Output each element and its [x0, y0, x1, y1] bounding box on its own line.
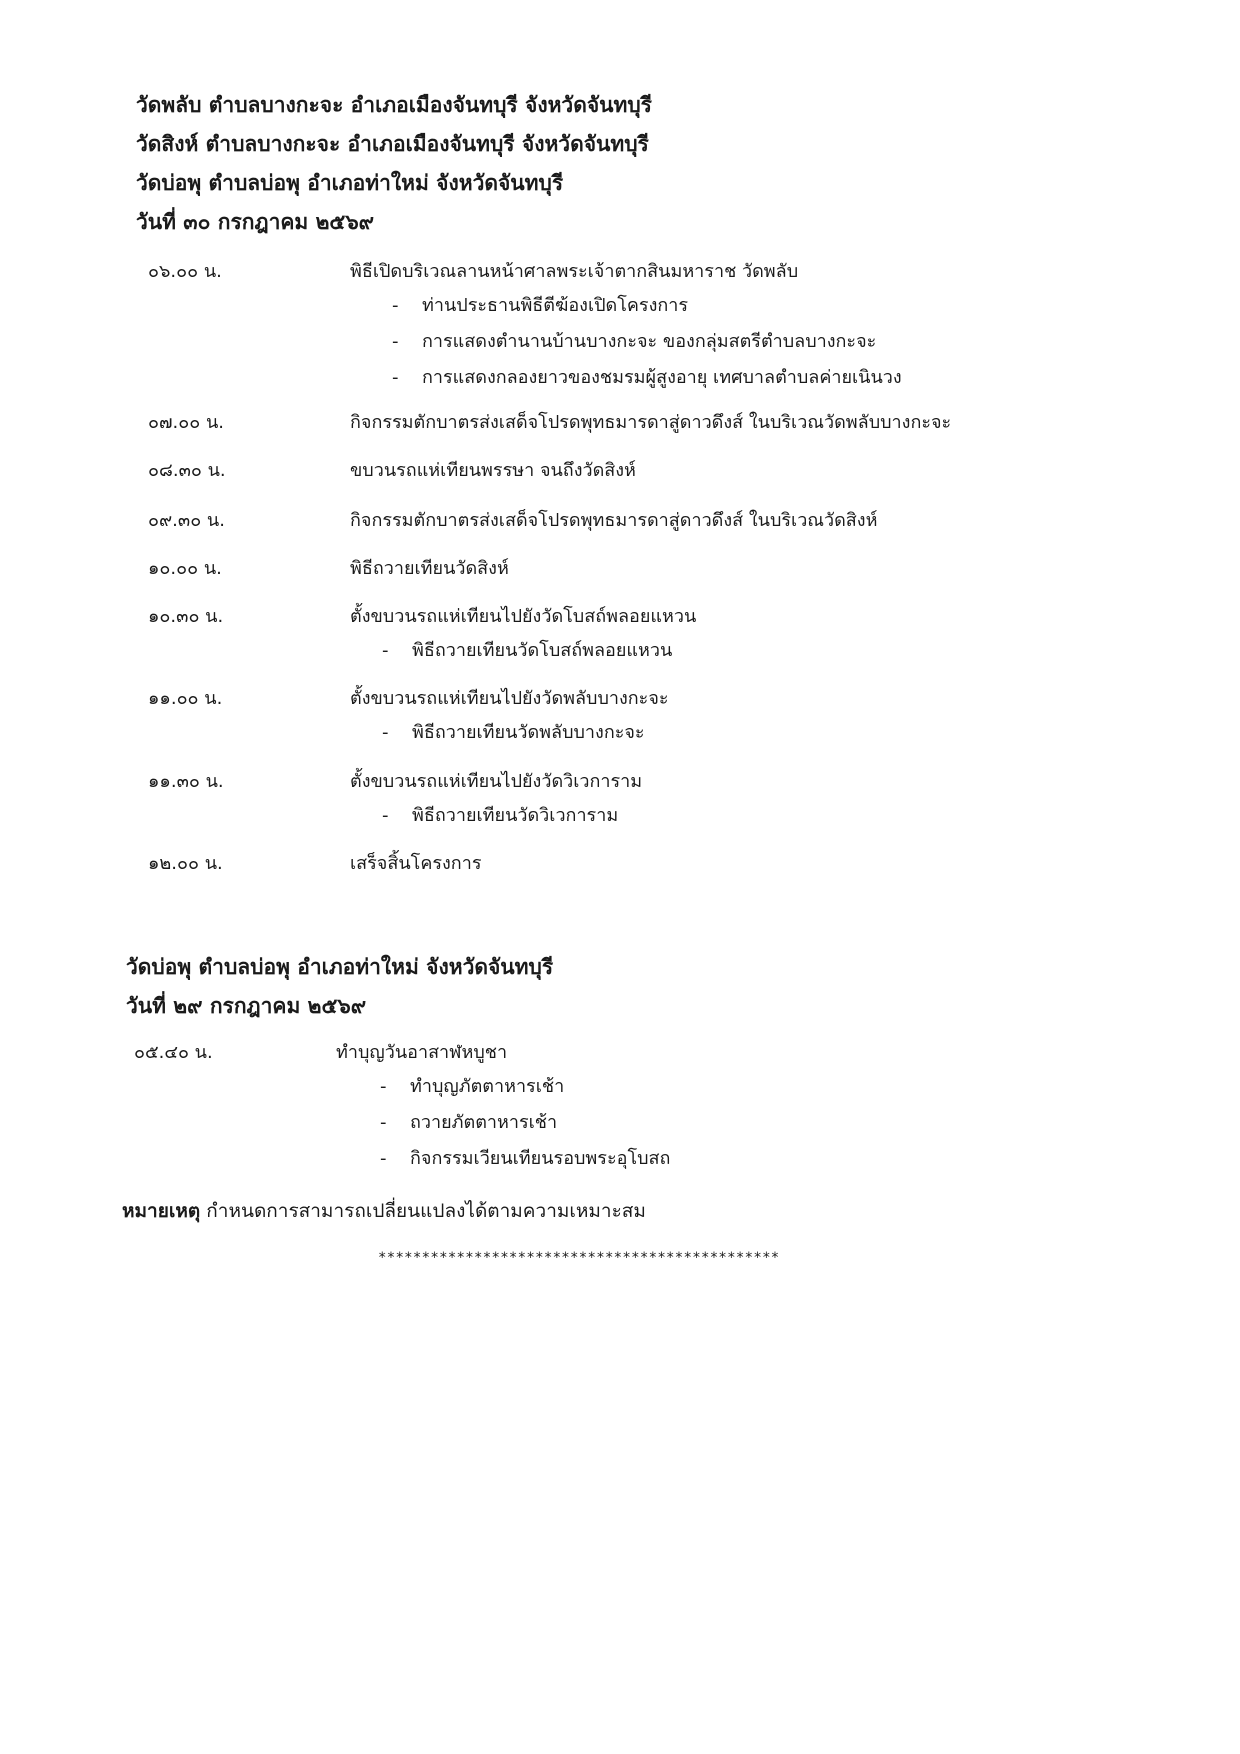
sub-item: [392, 364, 902, 400]
sub-text: ท่านประธานพิธีตีฆ้องเปิดโครงการ: [422, 295, 689, 316]
bullet: -: [380, 1112, 387, 1133]
item-description: ขบวนรถแห่เทียนพรรษา จนถึงวัดสิงห์: [350, 460, 636, 481]
section1-heading: [136, 86, 652, 242]
item-time: ๑๑.๐๐ น.: [148, 688, 223, 709]
sub-item: [382, 637, 672, 673]
heading-line: วัดบ่อพุ ตำบลบ่อพุ อำเภอท่าใหม่ จังหวัดจันทบุรี: [136, 171, 564, 195]
item-description: ทำบุญวันอาสาฬหบูชา: [336, 1042, 508, 1063]
heading-line: วัดบ่อพุ ตำบลบ่อพุ อำเภอท่าใหม่ จังหวัดจันทบุรี: [126, 955, 554, 979]
separator-line: **********************************************: [378, 1250, 780, 1266]
item-time: ๐๖.๐๐ น.: [148, 261, 222, 282]
item-time: ๐๘.๓๐ น.: [148, 460, 226, 481]
item-description: พิธีเปิดบริเวณลานหน้าศาลพระเจ้าตากสินมหาราช วัดพลับ: [350, 261, 799, 282]
sub-text: การแสดงกลองยาวของชมรมผู้สูงอายุ เทศบาลตำบลค่ายเนินวง: [422, 367, 902, 388]
sub-text: ถวายภัตตาหารเช้า: [410, 1112, 558, 1133]
item-time: ๑๐.๐๐ น.: [148, 558, 222, 579]
bullet: -: [392, 295, 399, 316]
item-time: ๑๒.๐๐ น.: [148, 853, 223, 874]
item-time: ๐๕.๔๐ น.: [134, 1042, 213, 1063]
item-description: ตั้งขบวนรถแห่เทียนไปยังวัดพลับบางกะจะ: [350, 688, 669, 709]
item-time: ๐๗.๐๐ น.: [148, 412, 224, 433]
bullet: -: [392, 367, 399, 388]
bullet: -: [380, 1148, 387, 1169]
sub-text: พิธีถวายเทียนวัดวิเวการาม: [412, 805, 619, 826]
bullet: -: [382, 805, 389, 826]
remark-label: หมายเหตุ: [122, 1200, 201, 1222]
sub-list: [380, 1073, 670, 1181]
heading-line: วัดสิงห์ ตำบลบางกะจะ อำเภอเมืองจันทบุรี จังหวัดจันทบุรี: [136, 132, 649, 156]
item-description: พิธีถวายเทียนวัดสิงห์: [350, 558, 509, 579]
sub-text: การแสดงตำนานบ้านบางกะจะ ของกลุ่มสตรีตำบลบางกะจะ: [422, 331, 877, 352]
item-description: กิจกรรมตักบาตรส่งเสด็จโปรดพุทธมารดาสู่ดาวดึงส์ ในบริเวณวัดสิงห์: [350, 510, 878, 531]
item-description: กิจกรรมตักบาตรส่งเสด็จโปรดพุทธมารดาสู่ดาวดึงส์ ในบริเวณวัดพลับบางกะจะ: [350, 412, 952, 433]
item-time: ๐๙.๓๐ น.: [148, 510, 225, 531]
date-line: วันที่ ๓๐ กรกฎาคม ๒๕๖๙: [136, 210, 375, 234]
sub-item: [380, 1073, 670, 1109]
sub-list: [392, 292, 902, 400]
sub-item: [392, 292, 902, 328]
section2-heading: [126, 948, 553, 1026]
sub-item: [380, 1145, 670, 1181]
bullet: -: [380, 1076, 387, 1097]
sub-text: ทำบุญภัตตาหารเช้า: [410, 1076, 565, 1097]
sub-item: [392, 328, 902, 364]
sub-text: กิจกรรมเวียนเทียนรอบพระอุโบสถ: [410, 1148, 671, 1169]
heading-line: วัดพลับ ตำบลบางกะจะ อำเภอเมืองจันทบุรี จังหวัดจันทบุรี: [136, 93, 652, 117]
remark-text: กำหนดการสามารถเปลี่ยนแปลงได้ตามความเหมาะสม: [206, 1200, 646, 1222]
sub-text: พิธีถวายเทียนวัดโบสถ์พลอยแหวน: [412, 640, 673, 661]
item-description: เสร็จสิ้นโครงการ: [350, 853, 482, 874]
sub-list: [382, 802, 618, 838]
sub-list: [382, 719, 645, 755]
sub-list: [382, 637, 672, 673]
bullet: -: [392, 331, 399, 352]
item-description: ตั้งขบวนรถแห่เทียนไปยังวัดวิเวการาม: [350, 771, 643, 792]
sub-item: [380, 1109, 670, 1145]
sub-text: พิธีถวายเทียนวัดพลับบางกะจะ: [412, 722, 645, 743]
item-time: ๑๐.๓๐ น.: [148, 606, 224, 627]
item-description: ตั้งขบวนรถแห่เทียนไปยังวัดโบสถ์พลอยแหวน: [350, 606, 697, 627]
bullet: -: [382, 640, 389, 661]
date-line: วันที่ ๒๙ กรกฎาคม ๒๕๖๙: [126, 994, 367, 1018]
item-time: ๑๑.๓๐ น.: [148, 771, 224, 792]
bullet: -: [382, 722, 389, 743]
sub-item: [382, 802, 618, 838]
sub-item: [382, 719, 645, 755]
remark: [122, 1196, 646, 1226]
